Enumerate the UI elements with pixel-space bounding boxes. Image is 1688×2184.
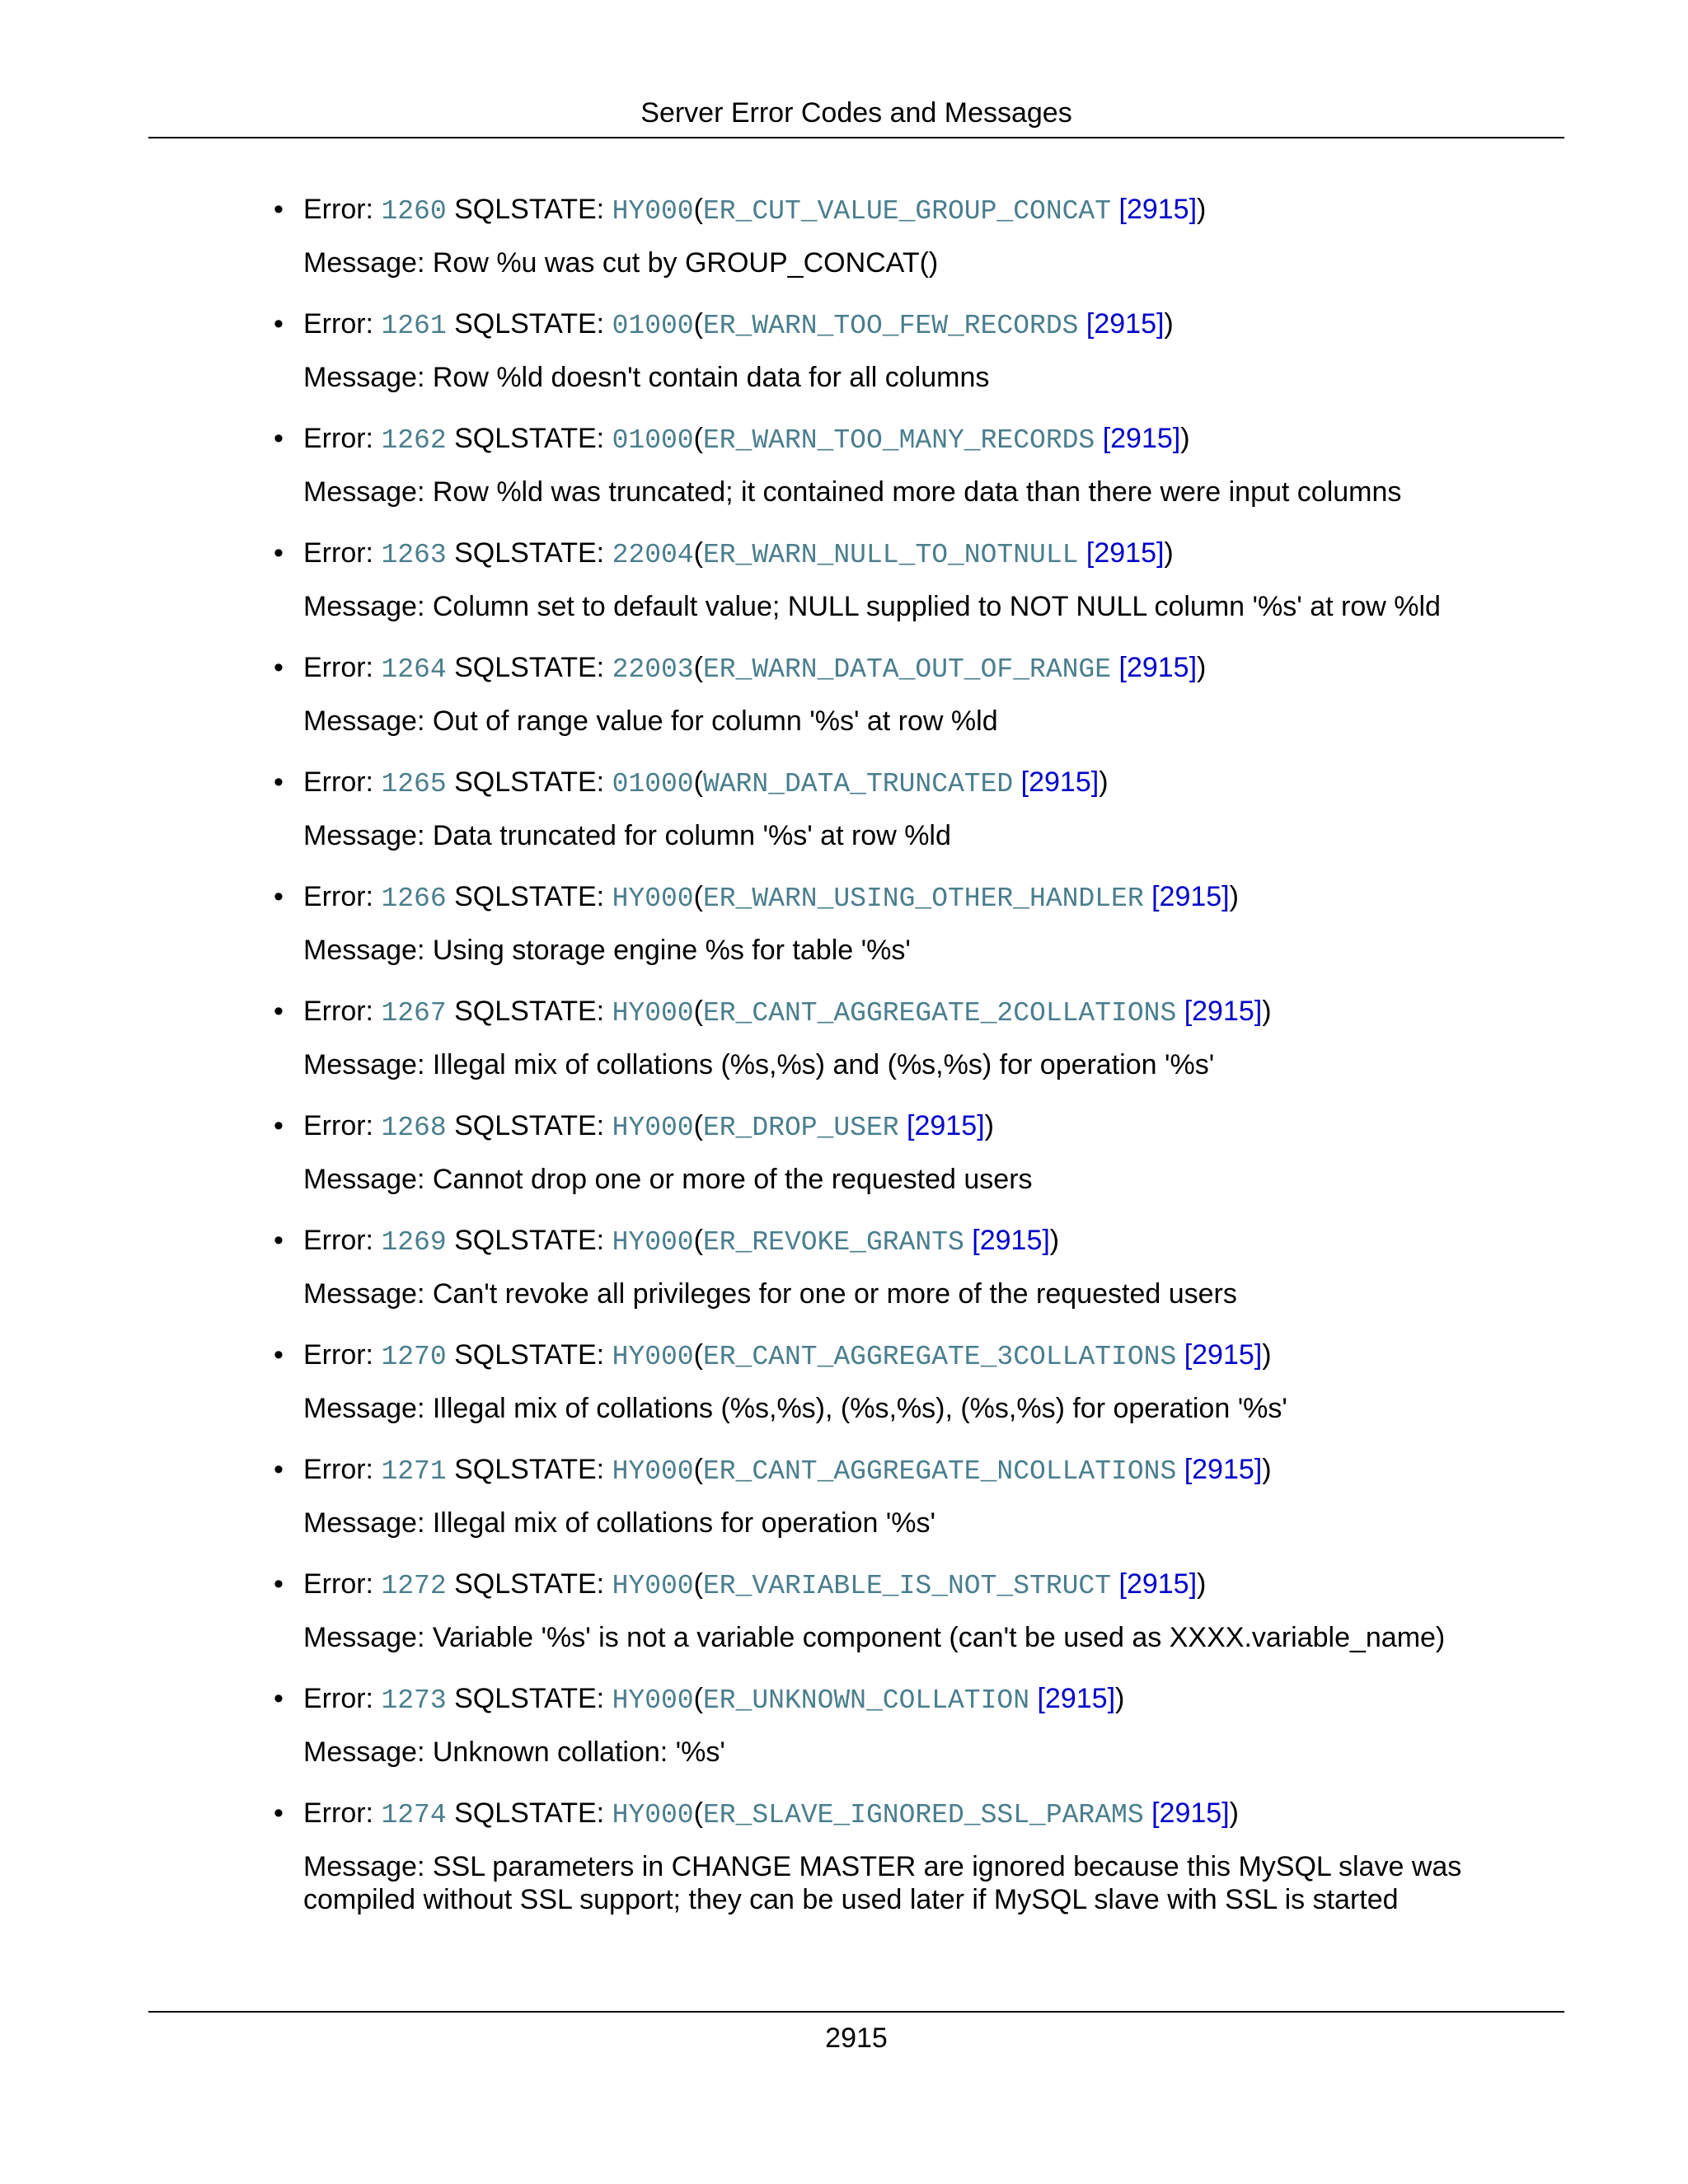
close-paren: )	[1049, 1225, 1060, 1256]
error-label: Error:	[303, 766, 373, 798]
sqlstate-value: HY000	[612, 1227, 694, 1258]
error-symbol: ER_WARN_TOO_FEW_RECORDS	[702, 311, 1079, 341]
bullet-icon: •	[274, 308, 284, 340]
sqlstate-label: SQLSTATE:	[454, 1568, 605, 1600]
error-message	[303, 934, 1573, 967]
error-label: Error:	[303, 537, 373, 569]
close-paren: )	[1197, 194, 1207, 225]
error-line	[274, 532, 1573, 577]
page-reference-link[interactable]: [2915]	[1102, 423, 1181, 454]
error-symbol: ER_CANT_AGGREGATE_2COLLATIONS	[702, 998, 1177, 1029]
error-entry	[274, 1448, 1573, 1563]
page-reference-link[interactable]: [2915]	[1118, 194, 1198, 225]
error-line	[274, 1792, 1573, 1837]
sqlstate-value: HY000	[612, 1800, 694, 1830]
message-text: Row %ld doesn't contain data for all columns	[432, 362, 990, 393]
error-symbol: ER_WARN_DATA_OUT_OF_RANGE	[702, 654, 1112, 685]
page-reference-link[interactable]: [2915]	[1184, 1454, 1263, 1485]
bullet-icon: •	[274, 652, 284, 683]
error-label: Error:	[303, 1683, 373, 1714]
message-text: Data truncated for column '%s' at row %ld	[432, 820, 951, 851]
sqlstate-label: SQLSTATE:	[454, 1454, 605, 1485]
error-symbol: ER_CUT_VALUE_GROUP_CONCAT	[702, 196, 1112, 227]
close-paren: )	[1197, 1568, 1207, 1600]
sqlstate-label: SQLSTATE:	[454, 996, 605, 1027]
sqlstate-label: SQLSTATE:	[454, 1797, 605, 1829]
message-label: Message:	[303, 820, 425, 851]
sqlstate-label: SQLSTATE:	[454, 423, 605, 454]
page-header	[148, 92, 1564, 138]
page-reference-link[interactable]: [2915]	[1184, 1339, 1263, 1371]
close-paren: )	[984, 1110, 994, 1141]
error-label: Error:	[303, 1568, 373, 1600]
bullet-icon: •	[274, 766, 284, 798]
bullet-icon: •	[274, 1454, 284, 1485]
error-message	[303, 705, 1573, 738]
message-text: Unknown collation: '%s'	[432, 1736, 725, 1768]
error-code: 1274	[381, 1800, 447, 1830]
sqlstate-value: 22003	[612, 654, 694, 685]
message-label: Message:	[303, 591, 425, 622]
error-message	[303, 1048, 1573, 1081]
close-paren: )	[1229, 1797, 1239, 1829]
error-entry	[274, 1333, 1573, 1448]
close-paren: )	[1115, 1683, 1125, 1714]
error-symbol: ER_DROP_USER	[702, 1113, 899, 1143]
sqlstate-value: 01000	[612, 769, 694, 799]
error-line	[274, 1104, 1573, 1150]
error-message	[303, 1850, 1573, 1916]
bullet-icon: •	[274, 537, 284, 569]
open-paren: (	[693, 423, 703, 454]
error-line	[274, 302, 1573, 348]
error-code: 1268	[381, 1113, 447, 1143]
open-paren: (	[693, 1568, 703, 1600]
message-label: Message:	[303, 705, 425, 737]
error-message	[303, 819, 1573, 852]
error-message	[303, 590, 1573, 623]
error-label: Error:	[303, 652, 373, 683]
sqlstate-label: SQLSTATE:	[454, 652, 605, 683]
page-reference-link[interactable]: [2915]	[1184, 996, 1263, 1027]
close-paren: )	[1262, 996, 1272, 1027]
sqlstate-value: HY000	[612, 998, 694, 1029]
error-symbol: ER_WARN_USING_OTHER_HANDLER	[702, 883, 1144, 914]
message-text: Cannot drop one or more of the requested users	[432, 1164, 1033, 1195]
error-symbol: ER_REVOKE_GRANTS	[702, 1227, 964, 1258]
error-entry	[274, 761, 1573, 875]
message-label: Message:	[303, 1164, 425, 1195]
sqlstate-value: 01000	[612, 425, 694, 456]
sqlstate-value: HY000	[612, 196, 694, 227]
sqlstate-value: HY000	[612, 883, 694, 914]
page-reference-link[interactable]: [2915]	[1151, 881, 1230, 912]
sqlstate-label: SQLSTATE:	[454, 537, 605, 569]
open-paren: (	[693, 537, 703, 569]
open-paren: (	[693, 1454, 703, 1485]
error-label: Error:	[303, 881, 373, 912]
error-code: 1270	[381, 1342, 447, 1372]
error-entry	[274, 646, 1573, 761]
close-paren: )	[1262, 1454, 1272, 1485]
error-entry	[274, 1677, 1573, 1792]
open-paren: (	[693, 1110, 703, 1141]
error-line	[274, 761, 1573, 806]
bullet-icon: •	[274, 1110, 284, 1141]
error-line	[274, 646, 1573, 691]
error-label: Error:	[303, 1110, 373, 1141]
error-label: Error:	[303, 194, 373, 225]
message-text: Out of range value for column '%s' at row %ld	[432, 705, 998, 737]
bullet-icon: •	[274, 1797, 284, 1829]
error-entry	[274, 417, 1573, 532]
message-label: Message:	[303, 1507, 425, 1539]
error-code: 1263	[381, 540, 447, 570]
sqlstate-value: 01000	[612, 311, 694, 341]
message-label: Message:	[303, 476, 425, 508]
error-line	[274, 875, 1573, 921]
bullet-icon: •	[274, 996, 284, 1027]
error-code: 1269	[381, 1227, 447, 1258]
error-code: 1266	[381, 883, 447, 914]
message-label: Message:	[303, 1278, 425, 1310]
error-message	[303, 1507, 1573, 1540]
error-code: 1272	[381, 1571, 447, 1601]
sqlstate-label: SQLSTATE:	[454, 1683, 605, 1714]
open-paren: (	[693, 194, 703, 225]
open-paren: (	[693, 1797, 703, 1829]
error-label: Error:	[303, 1339, 373, 1371]
error-message	[303, 1392, 1573, 1425]
bullet-icon: •	[274, 1225, 284, 1256]
error-line	[274, 990, 1573, 1035]
message-label: Message:	[303, 1851, 425, 1882]
open-paren: (	[693, 308, 703, 340]
page-reference-link[interactable]: [2915]	[1085, 537, 1165, 569]
page-reference-link[interactable]: [2915]	[972, 1225, 1050, 1256]
error-code: 1260	[381, 196, 447, 227]
error-symbol: ER_VARIABLE_IS_NOT_STRUCT	[702, 1571, 1112, 1601]
sqlstate-label: SQLSTATE:	[454, 1110, 605, 1141]
open-paren: (	[693, 1339, 703, 1371]
error-symbol: ER_CANT_AGGREGATE_3COLLATIONS	[702, 1342, 1177, 1372]
message-text: Using storage engine %s for table '%s'	[432, 935, 911, 966]
page-reference-link[interactable]: [2915]	[1151, 1797, 1230, 1829]
error-label: Error:	[303, 308, 373, 340]
page-reference-link[interactable]: [2915]	[1118, 652, 1198, 683]
sqlstate-label: SQLSTATE:	[454, 766, 605, 798]
error-line	[274, 1219, 1573, 1264]
close-paren: )	[1197, 652, 1207, 683]
bullet-icon: •	[274, 881, 284, 912]
error-symbol: ER_CANT_AGGREGATE_NCOLLATIONS	[702, 1456, 1177, 1487]
message-label: Message:	[303, 1736, 425, 1768]
page-title: Server Error Codes and Messages	[640, 97, 1072, 129]
error-entry	[274, 188, 1573, 302]
page-footer	[148, 2011, 1564, 2060]
page-reference-link[interactable]: [2915]	[1037, 1683, 1116, 1714]
message-label: Message:	[303, 935, 425, 966]
error-message	[303, 1277, 1573, 1310]
error-symbol: ER_SLAVE_IGNORED_SSL_PARAMS	[702, 1800, 1144, 1830]
error-line	[274, 1448, 1573, 1493]
sqlstate-value: HY000	[612, 1571, 694, 1601]
sqlstate-label: SQLSTATE:	[454, 1225, 605, 1256]
error-code: 1271	[381, 1456, 447, 1487]
sqlstate-value: 22004	[612, 540, 694, 570]
close-paren: )	[1164, 537, 1174, 569]
error-symbol: ER_WARN_TOO_MANY_RECORDS	[702, 425, 1095, 456]
open-paren: (	[693, 1225, 703, 1256]
error-entry	[274, 1104, 1573, 1219]
error-symbol: ER_UNKNOWN_COLLATION	[702, 1685, 1030, 1716]
error-code: 1265	[381, 769, 447, 799]
bullet-icon: •	[274, 1339, 284, 1371]
error-message	[303, 476, 1573, 509]
error-line	[274, 1563, 1573, 1608]
error-message	[303, 1163, 1573, 1196]
error-message	[303, 1621, 1573, 1654]
page-reference-link[interactable]: [2915]	[1085, 308, 1165, 340]
message-text: Illegal mix of collations (%s,%s) and (%s,%s) for operation '%s'	[432, 1049, 1215, 1080]
error-code: 1267	[381, 998, 447, 1029]
page-reference-link[interactable]: [2915]	[1118, 1568, 1198, 1600]
error-message	[303, 246, 1573, 279]
error-label: Error:	[303, 1797, 373, 1829]
error-code: 1261	[381, 311, 447, 341]
bullet-icon: •	[274, 194, 284, 225]
sqlstate-value: HY000	[612, 1456, 694, 1487]
close-paren: )	[1229, 881, 1239, 912]
error-label: Error:	[303, 423, 373, 454]
page-reference-link[interactable]: [2915]	[1020, 766, 1100, 798]
message-label: Message:	[303, 1622, 425, 1653]
error-entry	[274, 1792, 1573, 1916]
sqlstate-label: SQLSTATE:	[454, 194, 605, 225]
sqlstate-label: SQLSTATE:	[454, 308, 605, 340]
message-text: Illegal mix of collations for operation '%s'	[432, 1507, 936, 1539]
error-symbol: WARN_DATA_TRUNCATED	[702, 769, 1014, 799]
sqlstate-value: HY000	[612, 1342, 694, 1372]
message-label: Message:	[303, 1049, 425, 1080]
error-code: 1262	[381, 425, 447, 456]
message-text: Variable '%s' is not a variable component (can't be used as XXXX.variable_name)	[432, 1622, 1446, 1653]
error-line	[274, 1333, 1573, 1379]
bullet-icon: •	[274, 1568, 284, 1600]
error-code: 1264	[381, 654, 447, 685]
error-list	[274, 188, 1573, 1916]
error-label: Error:	[303, 1454, 373, 1485]
error-entry	[274, 1219, 1573, 1333]
open-paren: (	[693, 1683, 703, 1714]
error-label: Error:	[303, 996, 373, 1027]
error-entry	[274, 990, 1573, 1104]
sqlstate-value: HY000	[612, 1685, 694, 1716]
error-message	[303, 1736, 1573, 1769]
close-paren: )	[1164, 308, 1174, 340]
page-number: 2915	[825, 2022, 888, 2054]
message-label: Message:	[303, 362, 425, 393]
error-message	[303, 361, 1573, 394]
message-text: Row %u was cut by GROUP_CONCAT()	[432, 247, 939, 279]
open-paren: (	[693, 996, 703, 1027]
page-reference-link[interactable]: [2915]	[907, 1110, 985, 1141]
open-paren: (	[693, 652, 703, 683]
message-text: SSL parameters in CHANGE MASTER are ignored because this MySQL slave was compiled without SSL support; they can be used later if MySQL slave with SSL is started	[303, 1851, 1462, 1915]
message-label: Message:	[303, 247, 425, 279]
message-text: Can't revoke all privileges for one or more of the requested users	[432, 1278, 1237, 1310]
message-label: Message:	[303, 1393, 425, 1424]
message-text: Illegal mix of collations (%s,%s), (%s,%s), (%s,%s) for operation '%s'	[432, 1393, 1287, 1424]
open-paren: (	[693, 881, 703, 912]
sqlstate-label: SQLSTATE:	[454, 1339, 605, 1371]
error-code: 1273	[381, 1685, 447, 1716]
message-text: Column set to default value; NULL supplied to NOT NULL column '%s' at row %ld	[432, 591, 1441, 622]
message-text: Row %ld was truncated; it contained more data than there were input columns	[432, 476, 1402, 508]
error-label: Error:	[303, 1225, 373, 1256]
bullet-icon: •	[274, 1683, 284, 1714]
bullet-icon: •	[274, 423, 284, 454]
close-paren: )	[1099, 766, 1109, 798]
sqlstate-label: SQLSTATE:	[454, 881, 605, 912]
error-line	[274, 188, 1573, 233]
sqlstate-value: HY000	[612, 1113, 694, 1143]
close-paren: )	[1262, 1339, 1272, 1371]
error-line	[274, 1677, 1573, 1722]
error-line	[274, 417, 1573, 462]
error-symbol: ER_WARN_NULL_TO_NOTNULL	[702, 540, 1079, 570]
close-paren: )	[1180, 423, 1190, 454]
error-entry	[274, 1563, 1573, 1677]
error-entry	[274, 875, 1573, 990]
open-paren: (	[693, 766, 703, 798]
error-entry	[274, 532, 1573, 646]
error-entry	[274, 302, 1573, 417]
